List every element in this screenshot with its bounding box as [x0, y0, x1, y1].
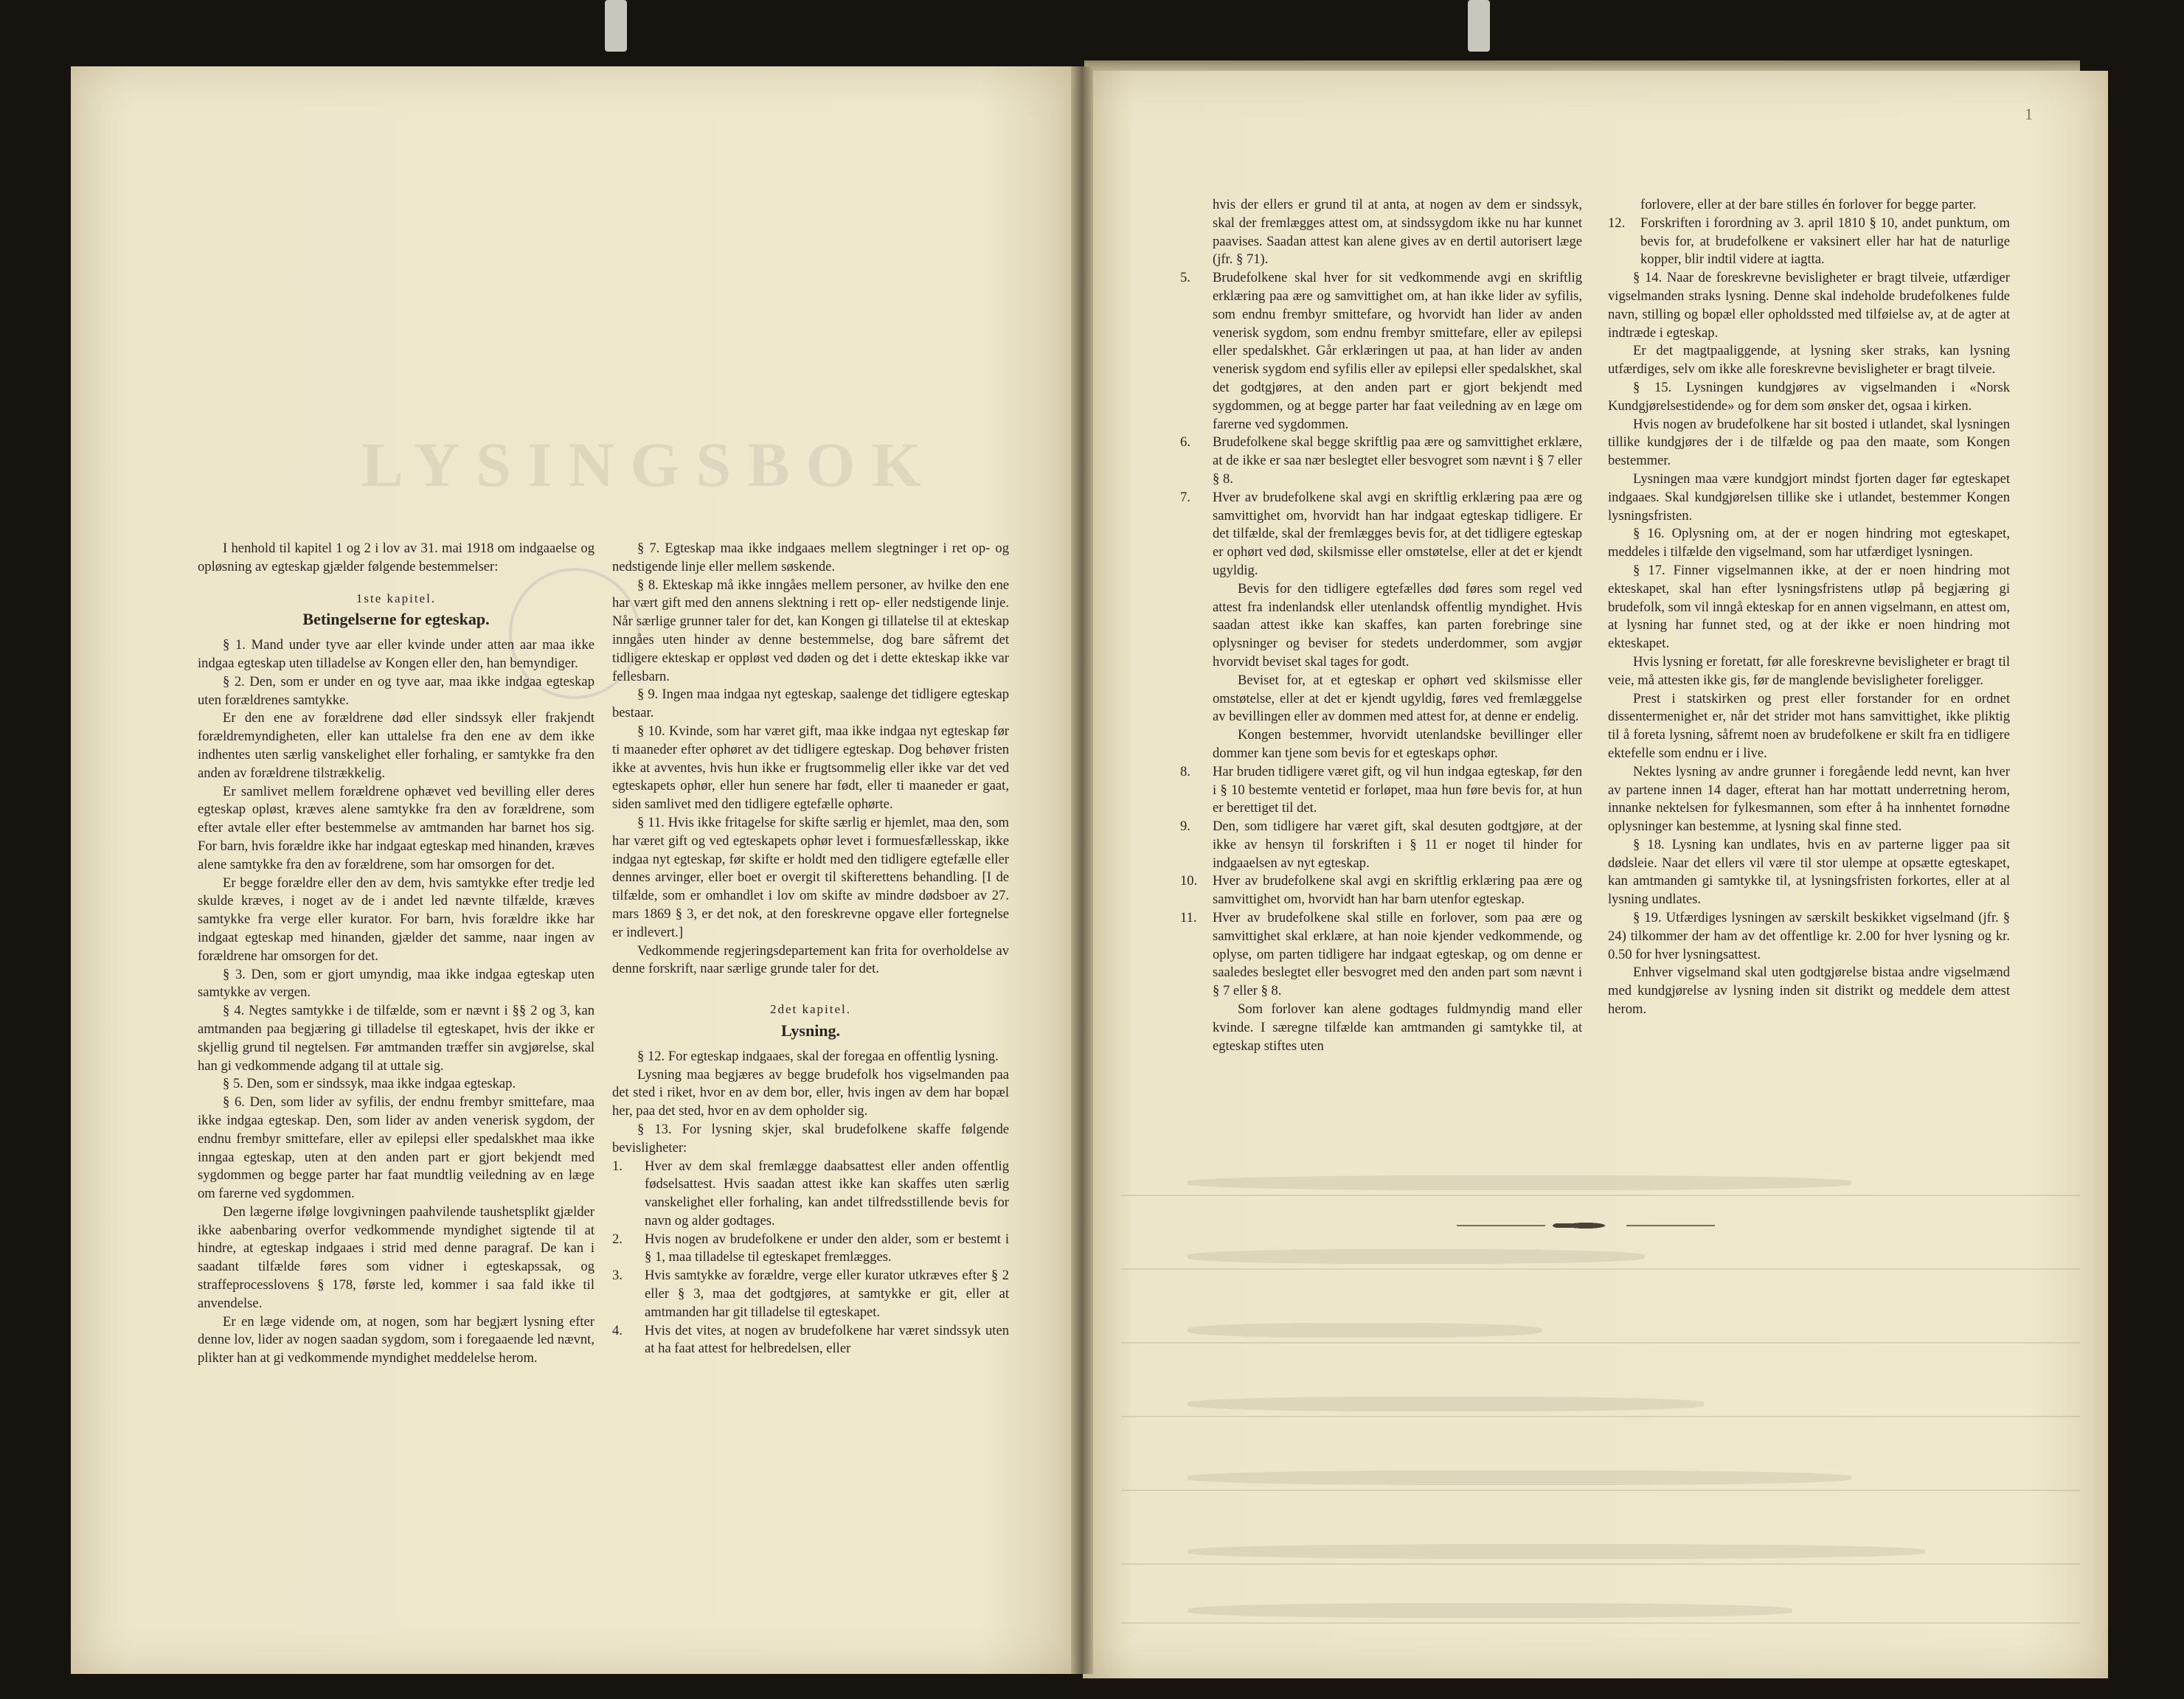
item-text: Brudefolkene skal hver for sit vedkommende avgi en skriftlig erklæring paa ære og samvittighet om, at han ikke lider av syfilis, som endnu frembyr smittefare, og hvorvidt han lider av anden venerisk sygdom, som endnu frembyr smittefare, eller av epilepsi eller spedalskhet. Går erklæringen ut paa, at han lider av anden venerisk sygdom end syfilis eller av epilepsi eller spedalskhet, skal det godtgjøres, at den anden part er gjort bekjendt med sygdommen, og at begge parter har faat veiledning av en læge om farerne ved sygdommen. [1213, 270, 1582, 432]
item-number: 2. [612, 1231, 623, 1247]
paragraph: § 1. Mand under tyve aar eller kvinde under atten aar maa ikke indgaa egteskap uten tilladelse av Kongen eller den, han bemyndiger. [198, 637, 594, 671]
item-number: 3. [612, 1268, 623, 1284]
numbered-item [612, 1231, 1009, 1268]
handwritten-entry [1121, 1246, 2080, 1274]
paragraph: Hvis lysning er foretatt, før alle foreskrevne bevisligheter er bragt til veie, må attesten ikke gis, før de manglende bevisligheter foreligger. [1608, 653, 2010, 688]
paragraph: Kongen bestemmer, hvorvidt utenlandske bevillinger eller dommer kan tjene som bevis for et egteskaps ophør. [1213, 727, 1582, 761]
paragraph: § 10. Kvinde, som har været gift, maa ikke indgaa nyt egteskap før ti maaneder efter ophøret av det tidligere egteskap. Dog behøver fristen ikke at avventes, hvis hun ikke er frugtsommelig eller ikke var det ved egteskapets ophør, eller hun senere har født, eller ti maaneder er gaat, siden samlivet med den tidligere egtefælle ophørte. [612, 723, 1009, 813]
item-text: Hver av brudefolkene skal avgi en skriftlig erklæring paa ære og samvittighet om, hvorvidt han har barn utenfor egteskap. [1213, 873, 1582, 908]
item-text: Hvis samtykke av forældre, verge eller kurator utkræves efter § 2 eller § 3, maa det godtgjøres, at samtykke er git, eller at amtmanden har git tilladelse til egteskapet. [645, 1268, 1009, 1320]
paragraph: § 18. Lysning kan undlates, hvis en av parterne ligger paa sit dødsleie. Naar det ellers vil være til stor ulempe at opsætte egteskapet, kan amtmanden gi samtykke til, at lysningsfristen forkortes, eller at al lysning undlates. [1608, 836, 2010, 908]
paragraph: § 5. Den, som er sindssyk, maa ikke indgaa egteskap. [223, 1076, 516, 1092]
requirements-list-2 [1180, 763, 1582, 1001]
item-text: Hver av brudefolkene skal stille en forlover, som paa ære og samvittighet skal erklære, at han noie kjender vedkommende, og oplyse, om parten tidligere har indgaat egteskap, og om denne er saaledes beslegtet eller besvogret med den anden part som nævnt i § 7 eller § 8. [1213, 910, 1582, 999]
paragraph: § 15. Lysningen kundgjøres av vigselmanden i «Norsk Kundgjørelsestidende» og for dem som ønsker det, ogsaa i kirken. [1608, 379, 2010, 414]
item-number: 10. [1180, 873, 1198, 889]
paragraph: Bevis for den tidligere egtefælles død føres som regel ved attest fra indenlandsk eller utenlandsk offentlig myndighet. Hvis saadan attest ikke kan skaffes, kan parten forebringe sine oplysninger og beviser for stedets underdommer, som avgjør hvorvidt beviset skal tages for godt. [1213, 580, 1582, 670]
left-column-1 [198, 540, 594, 1368]
paragraph: § 6. Den, som lider av syfilis, der endnu frembyr smittefare, maa ikke indgaa egteskap. Den, som lider av anden venerisk sygdom, der endnu frembyr smittefare, eller av epilepsi eller spedalskhet maa ikke inngaa egteskap, uten at den anden part er gjort bekjendt med sygdommen og begge parter har faat mundtlig veiledning av en læge om farerne ved sygdommen. [198, 1094, 594, 1202]
paragraph: Er samlivet mellem forældrene ophævet ved bevilling eller deres egteskap opløst, kræves alene samtykke fra den av forældrene, som efter avtale eller efter bestemmelse av amtmanden har barnet hos sig. For barn, hvis forældre ikke har indgaat egteskap med hinanden, kræves alene samtykke fra den av forældrene, som har omsorgen for det. [198, 783, 594, 872]
handwritten-entry [1121, 1320, 2080, 1348]
chapter-1-label: 1ste kapitel. [356, 591, 437, 605]
numbered-item [1608, 215, 2010, 269]
item-number: 7. [1180, 489, 1190, 505]
continuation-paragraph-2: forlovere, eller at der bare stilles én forlover for begge parter. [1640, 197, 1977, 212]
paragraph: § 3. Den, som er gjort umyndig, maa ikke indgaa egteskap uten samtykke av vergen. [198, 966, 594, 1001]
item-number: 9. [1180, 819, 1190, 835]
handwritten-entry [1121, 1541, 2080, 1569]
item-text: Brudefolkene skal begge skriftlig paa ære og samvittighet erklære, at de ikke er saa nær beslegtet eller besvogret som nævnt i § 7 eller § 8. [1213, 434, 1582, 487]
paragraph: Enhver vigselmand skal uten godtgjørelse bistaa andre vigselmænd med kundgjørelse av lysning inden sit distrikt og meddele dem attest herom. [1608, 965, 2010, 1018]
paragraph: Beviset for, at et egteskap er ophørt ved skilsmisse eller omstøtelse, eller at det er kjendt ugyldig, føres ved fremlæggelse av bevillingen eller av dommen med attest for, at denne er endelig. [1213, 672, 1582, 725]
paragraph: § 16. Oplysning om, at der er nogen hindring mot egteskapet, meddeles i tilfælde den vigselmand, som har utfærdiget lysningen. [1608, 526, 2010, 560]
item-number: 12. [1608, 215, 1626, 231]
binding-clip [605, 0, 627, 52]
requirements-list [1180, 269, 1582, 580]
paragraph: § 13. For lysning skjer, skal brudefolkene skaffe følgende bevisligheter: [612, 1121, 1009, 1156]
numbered-item [1180, 434, 1582, 488]
requirements-list-3 [1608, 215, 2010, 269]
paragraph: § 9. Ingen maa indgaa nyt egteskap, saalenge det tidligere egteskap bestaar. [612, 687, 1009, 721]
forlover-paragraph: Som forlover kan alene godtages fuldmyndig mand eller kvinde. I særegne tilfælde kan amtmanden gi samtykke til, at egteskap stiftes uten [1213, 1001, 1582, 1054]
binding-clip [1468, 0, 1490, 52]
numbered-item [1180, 872, 1582, 909]
item-number: 6. [1180, 434, 1190, 451]
paragraph: Er det magtpaaliggende, at lysning sker straks, kan lysning utfærdiges, selv om ikke alle foreskrevne bevisligheter er bragt tilveie. [1608, 343, 2010, 378]
chapter-1-title: Betingelserne for egteskap. [302, 610, 490, 629]
item-text: Den, som tidligere har været gift, skal desuten godtgjøre, at der ikke av hensyn til forskriften i § 11 er noget til hinder for indgaaelsen av nyt egteskap. [1213, 819, 1582, 871]
chapter-2-paragraphs [612, 1048, 1009, 1158]
chapter-2-list [612, 1158, 1009, 1359]
numbered-item [612, 1158, 1009, 1231]
paragraph: § 17. Finner vigselmannen ikke, at der er noen hindring mot ekteskapet, skal han efter lysningsfristens utløp på begjæring gi brudefolk, som vil inngå ekteskap for en annen vigselmann, en attest om, at lysning har funnet sted, og at der ikke er noen hindring mot ekteskapet. [1608, 562, 2010, 652]
paragraph: Nektes lysning av andre grunner i foregående ledd nevnt, kan hver av partene innen 14 dager, efterat han har mottatt underretning herom, innanke nektelsen for fylkesmannen, som efter å ha innhentet fornødne oplysninger kan bestemme, at lysning skal finne sted. [1608, 763, 2010, 835]
intro-paragraph: I henhold til kapitel 1 og 2 i lov av 31. mai 1918 om indgaaelse og opløsning av egteskap gjælder følgende bestemmelser: [198, 541, 594, 574]
item-number: 1. [612, 1158, 623, 1174]
paragraph: § 12. For egteskap indgaaes, skal der foregaa en offentlig lysning. [637, 1048, 999, 1064]
item-text: Hver av brudefolkene skal avgi en skriftlig erklæring paa ære og samvittighet om, hvorvidt han har indgaat egteskap tidligere. Er det tilfælde, skal der fremlægges bevis for, at det tidligere egteskap er ophørt ved død, skilsmisse eller omstøtelse, eller at det er kjendt ugyldig. [1213, 489, 1582, 578]
paragraph: Den lægerne ifølge lovgivningen paahvilende taushetsplikt gjælder ikke aabenbaring overfor vedkommende myndighet sigtende til at hindre, at egteskap indgaaes i strid med denne paragraf. De kan i saadant tilfælde føres som vidner i egteskapssak, og straffeprocesslovens § 178, første led, kommer i saa fald ikke til anvendelse. [198, 1203, 594, 1311]
chapter-2-title: Lysning. [780, 1021, 841, 1040]
paragraph: Lysning maa begjæres av begge brudefolk hos vigselmanden paa det sted i riket, hvor en av dem bor, eller, hvis ingen av dem har bopæl her, paa det sted, hvor en av dem opholder sig. [612, 1066, 1009, 1119]
left-column-2 [612, 540, 1009, 1358]
paragraph: § 7. Egteskap maa ikke indgaaes mellem slegtninger i ret op- og nedstigende linje eller mellem søskende. [612, 541, 1009, 574]
chapter-1-paragraphs-cont [612, 540, 1009, 979]
faint-book-title: LYSINGSBOK [361, 429, 937, 500]
chapter-1-paragraphs [198, 636, 594, 1368]
paragraph: Hvis nogen av brudefolkene har sit bosted i utlandet, skal lysningen tillike kundgjøres der i de tilfælde og paa den maate, som Kongen bestemmer. [1608, 416, 2010, 469]
numbered-item [612, 1267, 1009, 1321]
item-number: 8. [1180, 763, 1190, 779]
book-gutter [1071, 66, 1093, 1674]
numbered-item [1180, 763, 1582, 818]
item-text: Hvis nogen av brudefolkene er under den alder, som er bestemt i § 1, maa tilladelse til egteskapet fremlægges. [645, 1231, 1009, 1265]
numbered-item [1180, 818, 1582, 872]
paragraph: Er den ene av forældrene død eller sindssyk eller frakjendt forældremyndigheten, eller kan uttalelse fra den ene av dem ikke indhentes uten særlig vanskelighet eller forhaling, er samtykke fra den anden av forældrene tilstrækkelig. [198, 710, 594, 781]
item-text: Hver av dem skal fremlægge daabsattest eller anden offentlig fødselsattest. Hvis saadan attest ikke kan skaffes uten særlig vanskelighet eller forhaling, kan andet tilfredsstillende bevis for navn og alder godtages. [645, 1158, 1009, 1229]
chapter-2-label: 2det kapitel. [769, 1002, 852, 1017]
paragraph: § 8. Ekteskap må ikke inngåes mellem personer, av hvilke den ene har vært gift med den annens slektning i rett op- eller nedstigende linje. Når særlige grunner taler for det, kan Kongen gi tillatelse til at ekteskap inngåes uten hinder av denne bestemmelse, dog bare såfremt det tidligere ekteskap er oppløst ved døden og det i dette ekteskap ikke var fellesbarn. [612, 577, 1009, 684]
paragraph: § 11. Hvis ikke fritagelse for skifte særlig er hjemlet, maa den, som har været gift og ved egteskapets ophør levet i formuesfællesskap, ikke indgaa nyt egteskap, før skifte er holdt med den tidligere egtefælle eller dennes arvinger, eller boet er overgit til skifterettens behandling. [I de tilfælde, som er omhandlet i lov om skifte av mindre dødsboer av 27. mars 1869 § 3, er det nok, at den foreskrevne opgave eller fortegnelse er indlevert.] [612, 814, 1009, 940]
right-column-1 [1180, 196, 1582, 1055]
paragraph: Lysningen maa være kundgjort mindst fjorten dager før egteskapet indgaaes. Skal kundgjørelsen tillike ske i utlandet, bestemmer Kongen lysningsfristen. [1608, 470, 2010, 524]
right-column-2 [1608, 196, 2010, 1019]
paragraph: § 19. Utfærdiges lysningen av særskilt beskikket vigselmand (jfr. § 24) tilkommer der ham av det offentlige kr. 2.00 for hver lysning og kr. 0.50 for hver lysningsattest. [1608, 910, 2010, 962]
handwritten-entry [1121, 1172, 2080, 1201]
paragraph: § 14. Naar de foreskrevne bevisligheter er bragt tilveie, utfærdiger vigselmanden straks lysning. Denne skal indeholde brudefolkenes fulde navn, stilling og bopæl eller opholdssted med tilføielse av, at de agter at indtræde i egteskap. [1608, 270, 2010, 341]
ornament-divider [1457, 1215, 1715, 1237]
continuation-paragraph: hvis der ellers er grund til at anta, at nogen av dem er sindssyk, skal der fremlægges attest om, at sindssygdom ikke nu har kunnet paavises. Saadan attest kan alene gives av en dertil autorisert læge (jfr. § 71). [1213, 197, 1582, 268]
paragraph: Prest i statskirken og prest eller forstander for en ordnet dissentermenighet er, når det strider mot hans samvittighet, ikke pliktig til å foreta lysning, såfremt noen av brudefolkene er skilt fra en tidligere ektefelle som endnu er i live. [1608, 690, 2010, 761]
paragraph: § 4. Negtes samtykke i de tilfælde, som er nævnt i §§ 2 og 3, kan amtmanden paa begjæring gi tilladelse til egteskapet, hvis der ikke er skjellig grund til negtelsen. Før amtmanden træffer sin avgjørelse, skal han gi vedkommende adgang til at uttale sig. [198, 1003, 594, 1074]
item-number: 4. [612, 1322, 623, 1338]
paragraph: § 2. Den, som er under en og tyve aar, maa ikke indgaa egteskap uten forældrenes samtykke. [198, 673, 594, 708]
item-number: 11. [1180, 910, 1197, 926]
numbered-item [1180, 269, 1582, 434]
page-number: 1 [2025, 105, 2033, 123]
numbered-item [612, 1322, 1009, 1359]
item-text: Har bruden tidligere været gift, og vil hun indgaa egteskap, før den i § 10 bestemte ventetid er forløpet, maa hun føre bevis for, at hun er berettiget til det. [1213, 763, 1582, 816]
handwritten-entry [1121, 1600, 2080, 1628]
handwritten-entry [1121, 1394, 2080, 1422]
lysning-paragraphs [1608, 269, 2010, 1019]
item-number: 5. [1180, 270, 1190, 286]
handwritten-entry [1121, 1467, 2080, 1495]
paragraph: Er begge forældre eller den av dem, hvis samtykke efter tredje led skulde kræves, i noget av de i andet led nævnte tilfælde, kræves samtykke fra verge eller kurator. For barn, hvis forældre ikke har indgaat egteskap med hinanden, gjælder det samme, naar ingen av forældrene har omsorgen for det. [198, 875, 594, 964]
numbered-item [1180, 909, 1582, 1001]
paragraph: Er en læge vidende om, at nogen, som har begjært lysning efter denne lov, lider av nogen saadan sygdom, som i foregaaende led nævnt, plikter han at gi vedkommende myndighet meddelelse herom. [198, 1313, 594, 1366]
item-text: Forskriften i forordning av 3. april 1810 § 10, andet punktum, om bevis for, at brudefolkene er vaksinert eller har hat de naturlige kopper, blir indtil videre at iagtta. [1640, 215, 2010, 268]
item-text: Hvis det vites, at nogen av brudefolkene har været sindssyk uten at ha faat attest for helbredelsen, eller [645, 1322, 1009, 1357]
numbered-item [1180, 489, 1582, 580]
requirements-paragraphs [1180, 580, 1582, 763]
paragraph: Vedkommende regjeringsdepartement kan frita for overholdelse av denne forskrift, naar særlige grunde taler for det. [612, 942, 1009, 977]
